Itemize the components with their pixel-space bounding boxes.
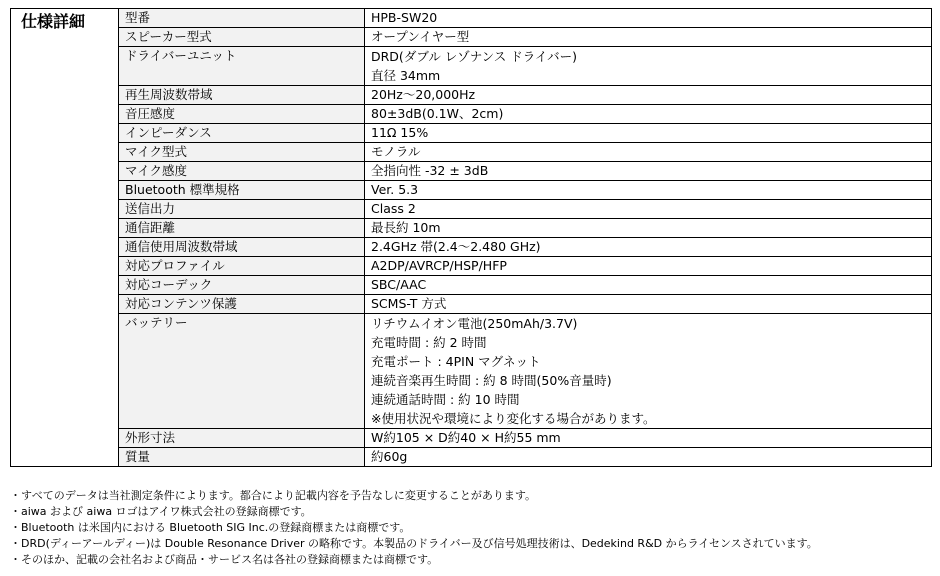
spec-label: インピーダンス	[119, 124, 365, 143]
spec-value-line: 全指向性 -32 ± 3dB	[371, 163, 489, 178]
spec-value	[365, 105, 932, 124]
spec-row	[11, 105, 932, 124]
spec-label: 対応プロファイル	[119, 257, 365, 276]
spec-label: 外形寸法	[119, 429, 365, 448]
spec-value-line: オープンイヤー型	[371, 29, 470, 44]
spec-value-line: 11Ω 15%	[371, 125, 429, 140]
spec-value-line: モノラル	[371, 144, 421, 159]
spec-value	[365, 200, 932, 219]
spec-value	[365, 47, 932, 86]
spec-row	[11, 124, 932, 143]
spec-value	[365, 124, 932, 143]
spec-label: 対応コンテンツ保護	[119, 295, 365, 314]
spec-row	[11, 295, 932, 314]
spec-row	[11, 276, 932, 295]
spec-label: 送信出力	[119, 200, 365, 219]
spec-value	[365, 162, 932, 181]
spec-label: Bluetooth 標準規格	[119, 181, 365, 200]
spec-row	[11, 86, 932, 105]
spec-value	[365, 429, 932, 448]
spec-value-line: W約105 × D約40 × H約55 mm	[371, 430, 561, 445]
spec-table	[10, 8, 932, 467]
spec-row	[11, 47, 932, 86]
spec-row	[11, 219, 932, 238]
spec-row	[11, 143, 932, 162]
spec-value-line: 充電時間 : 約 2 時間	[371, 335, 487, 350]
spec-value-line: 充電ポート : 4PIN マグネット	[371, 354, 541, 369]
spec-value	[365, 86, 932, 105]
spec-value	[365, 314, 932, 429]
spec-row	[11, 429, 932, 448]
spec-value-line: 最長約 10m	[371, 220, 441, 235]
spec-row	[11, 9, 932, 28]
spec-value-line: 80±3dB(0.1W、2cm)	[371, 106, 504, 121]
footnote-line: ・そのほか、記載の会社名および商品・サービス名は各社の登録商標または商標です。	[10, 553, 439, 566]
spec-value	[365, 238, 932, 257]
footnote-line: ・aiwa および aiwa ロゴはアイワ株式会社の登録商標です。	[10, 505, 312, 518]
spec-label: 音圧感度	[119, 105, 365, 124]
spec-value-line: 約60g	[371, 449, 408, 464]
spec-label: 通信距離	[119, 219, 365, 238]
spec-value	[365, 28, 932, 47]
spec-value	[365, 257, 932, 276]
spec-label: ドライバーユニット	[119, 47, 365, 86]
spec-value-line: リチウムイオン電池(250mAh/3.7V)	[371, 316, 578, 331]
footnote-line: ・Bluetooth は米国内における Bluetooth SIG Inc.の登録商標または商標です。	[10, 521, 411, 534]
spec-label: 対応コーデック	[119, 276, 365, 295]
spec-value-line: HPB-SW20	[371, 10, 438, 25]
spec-value-line: A2DP/AVRCP/HSP/HFP	[371, 258, 507, 273]
spec-value-line: 直径 34mm	[371, 68, 441, 83]
spec-label: 型番	[119, 9, 365, 28]
spec-table-body	[11, 9, 932, 467]
spec-value-line: 20Hz〜20,000Hz	[371, 87, 476, 102]
footnotes	[10, 488, 930, 568]
spec-value	[365, 143, 932, 162]
spec-row	[11, 162, 932, 181]
spec-value-line: SBC/AAC	[371, 277, 427, 292]
spec-value	[365, 181, 932, 200]
spec-value	[365, 219, 932, 238]
spec-row	[11, 448, 932, 467]
spec-value-line: Ver. 5.3	[371, 182, 419, 197]
spec-value	[365, 9, 932, 28]
spec-row	[11, 257, 932, 276]
spec-label: マイク感度	[119, 162, 365, 181]
spec-value	[365, 295, 932, 314]
spec-label: マイク型式	[119, 143, 365, 162]
section-header: 仕様詳細	[11, 9, 119, 467]
footnote-line: ・DRD(ディーアールディー)は Double Resonance Driver の略称です。本製品のドライバー及び信号処理技術は、Dedekind R&D からライセンスされています。	[10, 537, 818, 550]
spec-value-line: Class 2	[371, 201, 416, 216]
spec-row	[11, 181, 932, 200]
spec-value	[365, 276, 932, 295]
spec-row	[11, 238, 932, 257]
spec-value-line: 2.4GHz 帯(2.4〜2.480 GHz)	[371, 239, 541, 254]
spec-label: バッテリー	[119, 314, 365, 429]
footnote-line: ・すべてのデータは当社測定条件によります。都合により記載内容を予告なしに変更することがあります。	[10, 489, 537, 502]
spec-value-line: ※使用状況や環境により変化する場合があります。	[371, 411, 656, 426]
spec-label: スピーカー型式	[119, 28, 365, 47]
spec-row	[11, 314, 932, 429]
spec-value-line: 連続通話時間 : 約 10 時間	[371, 392, 520, 407]
spec-value-line: 連続音楽再生時間 : 約 8 時間(50%音量時)	[371, 373, 612, 388]
spec-value	[365, 448, 932, 467]
spec-label: 質量	[119, 448, 365, 467]
spec-value-line: DRD(ダブル レゾナンス ドライバー)	[371, 49, 578, 64]
spec-value-line: SCMS-T 方式	[371, 296, 447, 311]
spec-label: 再生周波数帯域	[119, 86, 365, 105]
spec-row	[11, 200, 932, 219]
spec-label: 通信使用周波数帯域	[119, 238, 365, 257]
spec-row	[11, 28, 932, 47]
